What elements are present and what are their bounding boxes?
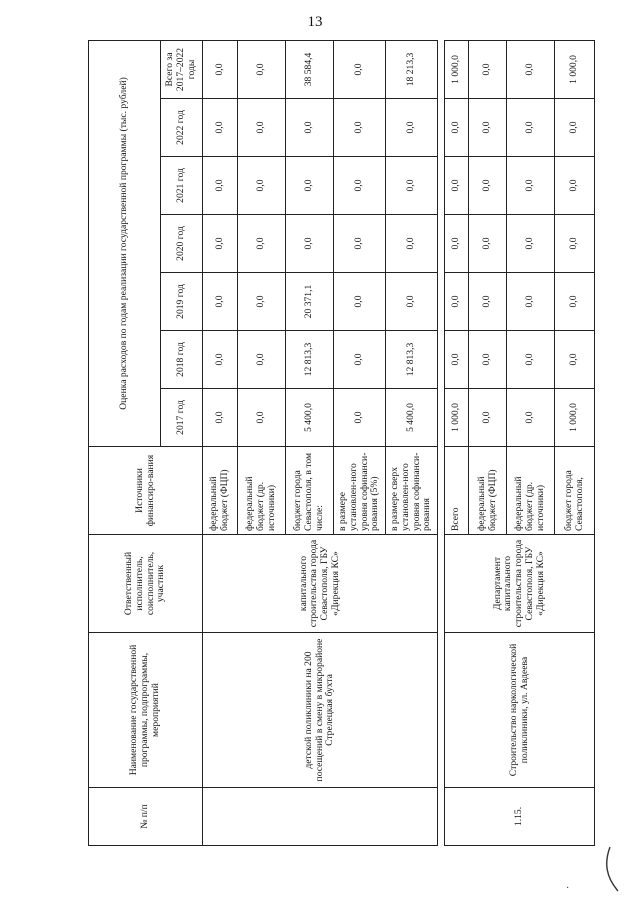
- value-cell: 0,0: [507, 157, 555, 215]
- responsible-cell: капитального строительства города Севастополя, ГБУ «Дирекция КС»: [203, 535, 438, 633]
- total-cell: 38 584,4: [286, 40, 334, 98]
- year-header: 2019 год: [161, 273, 203, 331]
- value-cell: 0,0: [507, 273, 555, 331]
- total-cell: 0,0: [203, 40, 238, 98]
- value-cell: 5 400,0: [286, 389, 334, 447]
- year-header: 2018 год: [161, 331, 203, 389]
- source-cell: бюджет города Севастополя, в том числе:: [286, 447, 334, 535]
- value-cell: 0,0: [507, 331, 555, 389]
- value-cell: 5 400,0: [386, 389, 438, 447]
- value-cell: 0,0: [445, 215, 469, 273]
- value-cell: 0,0: [334, 389, 386, 447]
- budget-table: [88, 40, 595, 846]
- value-cell: 0,0: [238, 389, 286, 447]
- estimate-header: Оценка расходов по годам реализации государственной программы (тыс. рублей): [89, 40, 161, 446]
- value-cell: 0,0: [445, 273, 469, 331]
- value-cell: 0,0: [238, 157, 286, 215]
- value-cell: 0,0: [286, 157, 334, 215]
- total-cell: 0,0: [469, 40, 507, 98]
- value-cell: 0,0: [238, 331, 286, 389]
- value-cell: 0,0: [203, 99, 238, 157]
- value-cell: 0,0: [386, 273, 438, 331]
- value-cell: 0,0: [507, 99, 555, 157]
- year-header: 2017 год: [161, 389, 203, 447]
- value-cell: 0,0: [555, 273, 595, 331]
- measure-name-cell: Строительство наркологической поликлиники, ул. Авдеева: [445, 633, 595, 788]
- value-cell: 12 813,3: [286, 331, 334, 389]
- value-cell: 0,0: [334, 215, 386, 273]
- total-header: Всего за 2017–2022 годы: [161, 40, 203, 98]
- total-cell: 0,0: [238, 40, 286, 98]
- value-cell: 0,0: [334, 99, 386, 157]
- value-cell: 0,0: [555, 99, 595, 157]
- value-cell: 0,0: [469, 389, 507, 447]
- col-src-header: Источники финансиро-вания: [89, 447, 203, 535]
- source-cell: в размере установлен-ного уровня софинанси-рования (5%): [334, 447, 386, 535]
- table-row: [445, 40, 469, 845]
- source-cell: федеральный бюджет (др. источники): [507, 447, 555, 535]
- source-cell: федеральный бюджет (ФЦП): [203, 447, 238, 535]
- row-number-cell: [203, 788, 438, 846]
- col-resp-header: Ответственный исполнитель, соисполнитель, участник: [89, 535, 203, 633]
- source-cell: бюджет города Севастополя,: [555, 447, 595, 535]
- value-cell: 0,0: [386, 99, 438, 157]
- value-cell: 0,0: [507, 389, 555, 447]
- source-cell: в размере сверх установлен-ного уровня софинанси-рования: [386, 447, 438, 535]
- value-cell: 0,0: [445, 157, 469, 215]
- value-cell: 0,0: [286, 215, 334, 273]
- value-cell: 0,0: [507, 215, 555, 273]
- value-cell: 0,0: [469, 331, 507, 389]
- col-name-header: Наименование государственной программы, подпрограммы, мероприятий: [89, 633, 203, 788]
- value-cell: 1 000,0: [555, 389, 595, 447]
- value-cell: 20 371,1: [286, 273, 334, 331]
- source-cell: Всего: [445, 447, 469, 535]
- col-num-header: № п/п: [89, 788, 203, 846]
- source-cell: федеральный бюджет (др. источники): [238, 447, 286, 535]
- value-cell: 0,0: [203, 331, 238, 389]
- value-cell: 0,0: [469, 157, 507, 215]
- value-cell: 0,0: [203, 215, 238, 273]
- value-cell: 12 813,3: [386, 331, 438, 389]
- value-cell: 0,0: [469, 273, 507, 331]
- value-cell: 0,0: [238, 99, 286, 157]
- total-cell: 1 000,0: [445, 40, 469, 98]
- year-header: 2020 год: [161, 215, 203, 273]
- measure-name-cell: детской поликлиники на 200 посещений в смену в микрорайоне Стрелецкая бухта: [203, 633, 438, 788]
- value-cell: 0,0: [203, 389, 238, 447]
- value-cell: 0,0: [469, 99, 507, 157]
- value-cell: 0,0: [334, 273, 386, 331]
- value-cell: 1 000,0: [445, 389, 469, 447]
- value-cell: 0,0: [286, 99, 334, 157]
- row-number-cell: 1.15.: [445, 788, 595, 846]
- rotated-table-wrapper: [88, 41, 585, 846]
- total-cell: 1 000,0: [555, 40, 595, 98]
- value-cell: 0,0: [238, 215, 286, 273]
- value-cell: 0,0: [445, 99, 469, 157]
- total-cell: 0,0: [334, 40, 386, 98]
- table-row: [203, 40, 238, 845]
- value-cell: 0,0: [555, 215, 595, 273]
- value-cell: 0,0: [238, 273, 286, 331]
- scan-artifact: [590, 845, 620, 895]
- responsible-cell: Департамент капитального строительства города Севастополя, ГБУ «Дирекция КС»: [445, 535, 595, 633]
- value-cell: 0,0: [386, 215, 438, 273]
- page-number: 13: [307, 14, 323, 30]
- total-cell: 18 213,3: [386, 40, 438, 98]
- value-cell: 0,0: [555, 157, 595, 215]
- value-cell: 0,0: [203, 157, 238, 215]
- year-header: 2022 год: [161, 99, 203, 157]
- value-cell: 0,0: [555, 331, 595, 389]
- scan-dot: ·: [566, 883, 570, 894]
- value-cell: 0,0: [334, 331, 386, 389]
- header-row: [89, 40, 161, 845]
- source-cell: федеральный бюджет (ФЦП): [469, 447, 507, 535]
- value-cell: 0,0: [445, 331, 469, 389]
- value-cell: 0,0: [386, 157, 438, 215]
- value-cell: 0,0: [469, 215, 507, 273]
- total-cell: 0,0: [507, 40, 555, 98]
- year-header: 2021 год: [161, 157, 203, 215]
- block-separator: [438, 40, 445, 845]
- value-cell: 0,0: [334, 157, 386, 215]
- value-cell: 0,0: [203, 273, 238, 331]
